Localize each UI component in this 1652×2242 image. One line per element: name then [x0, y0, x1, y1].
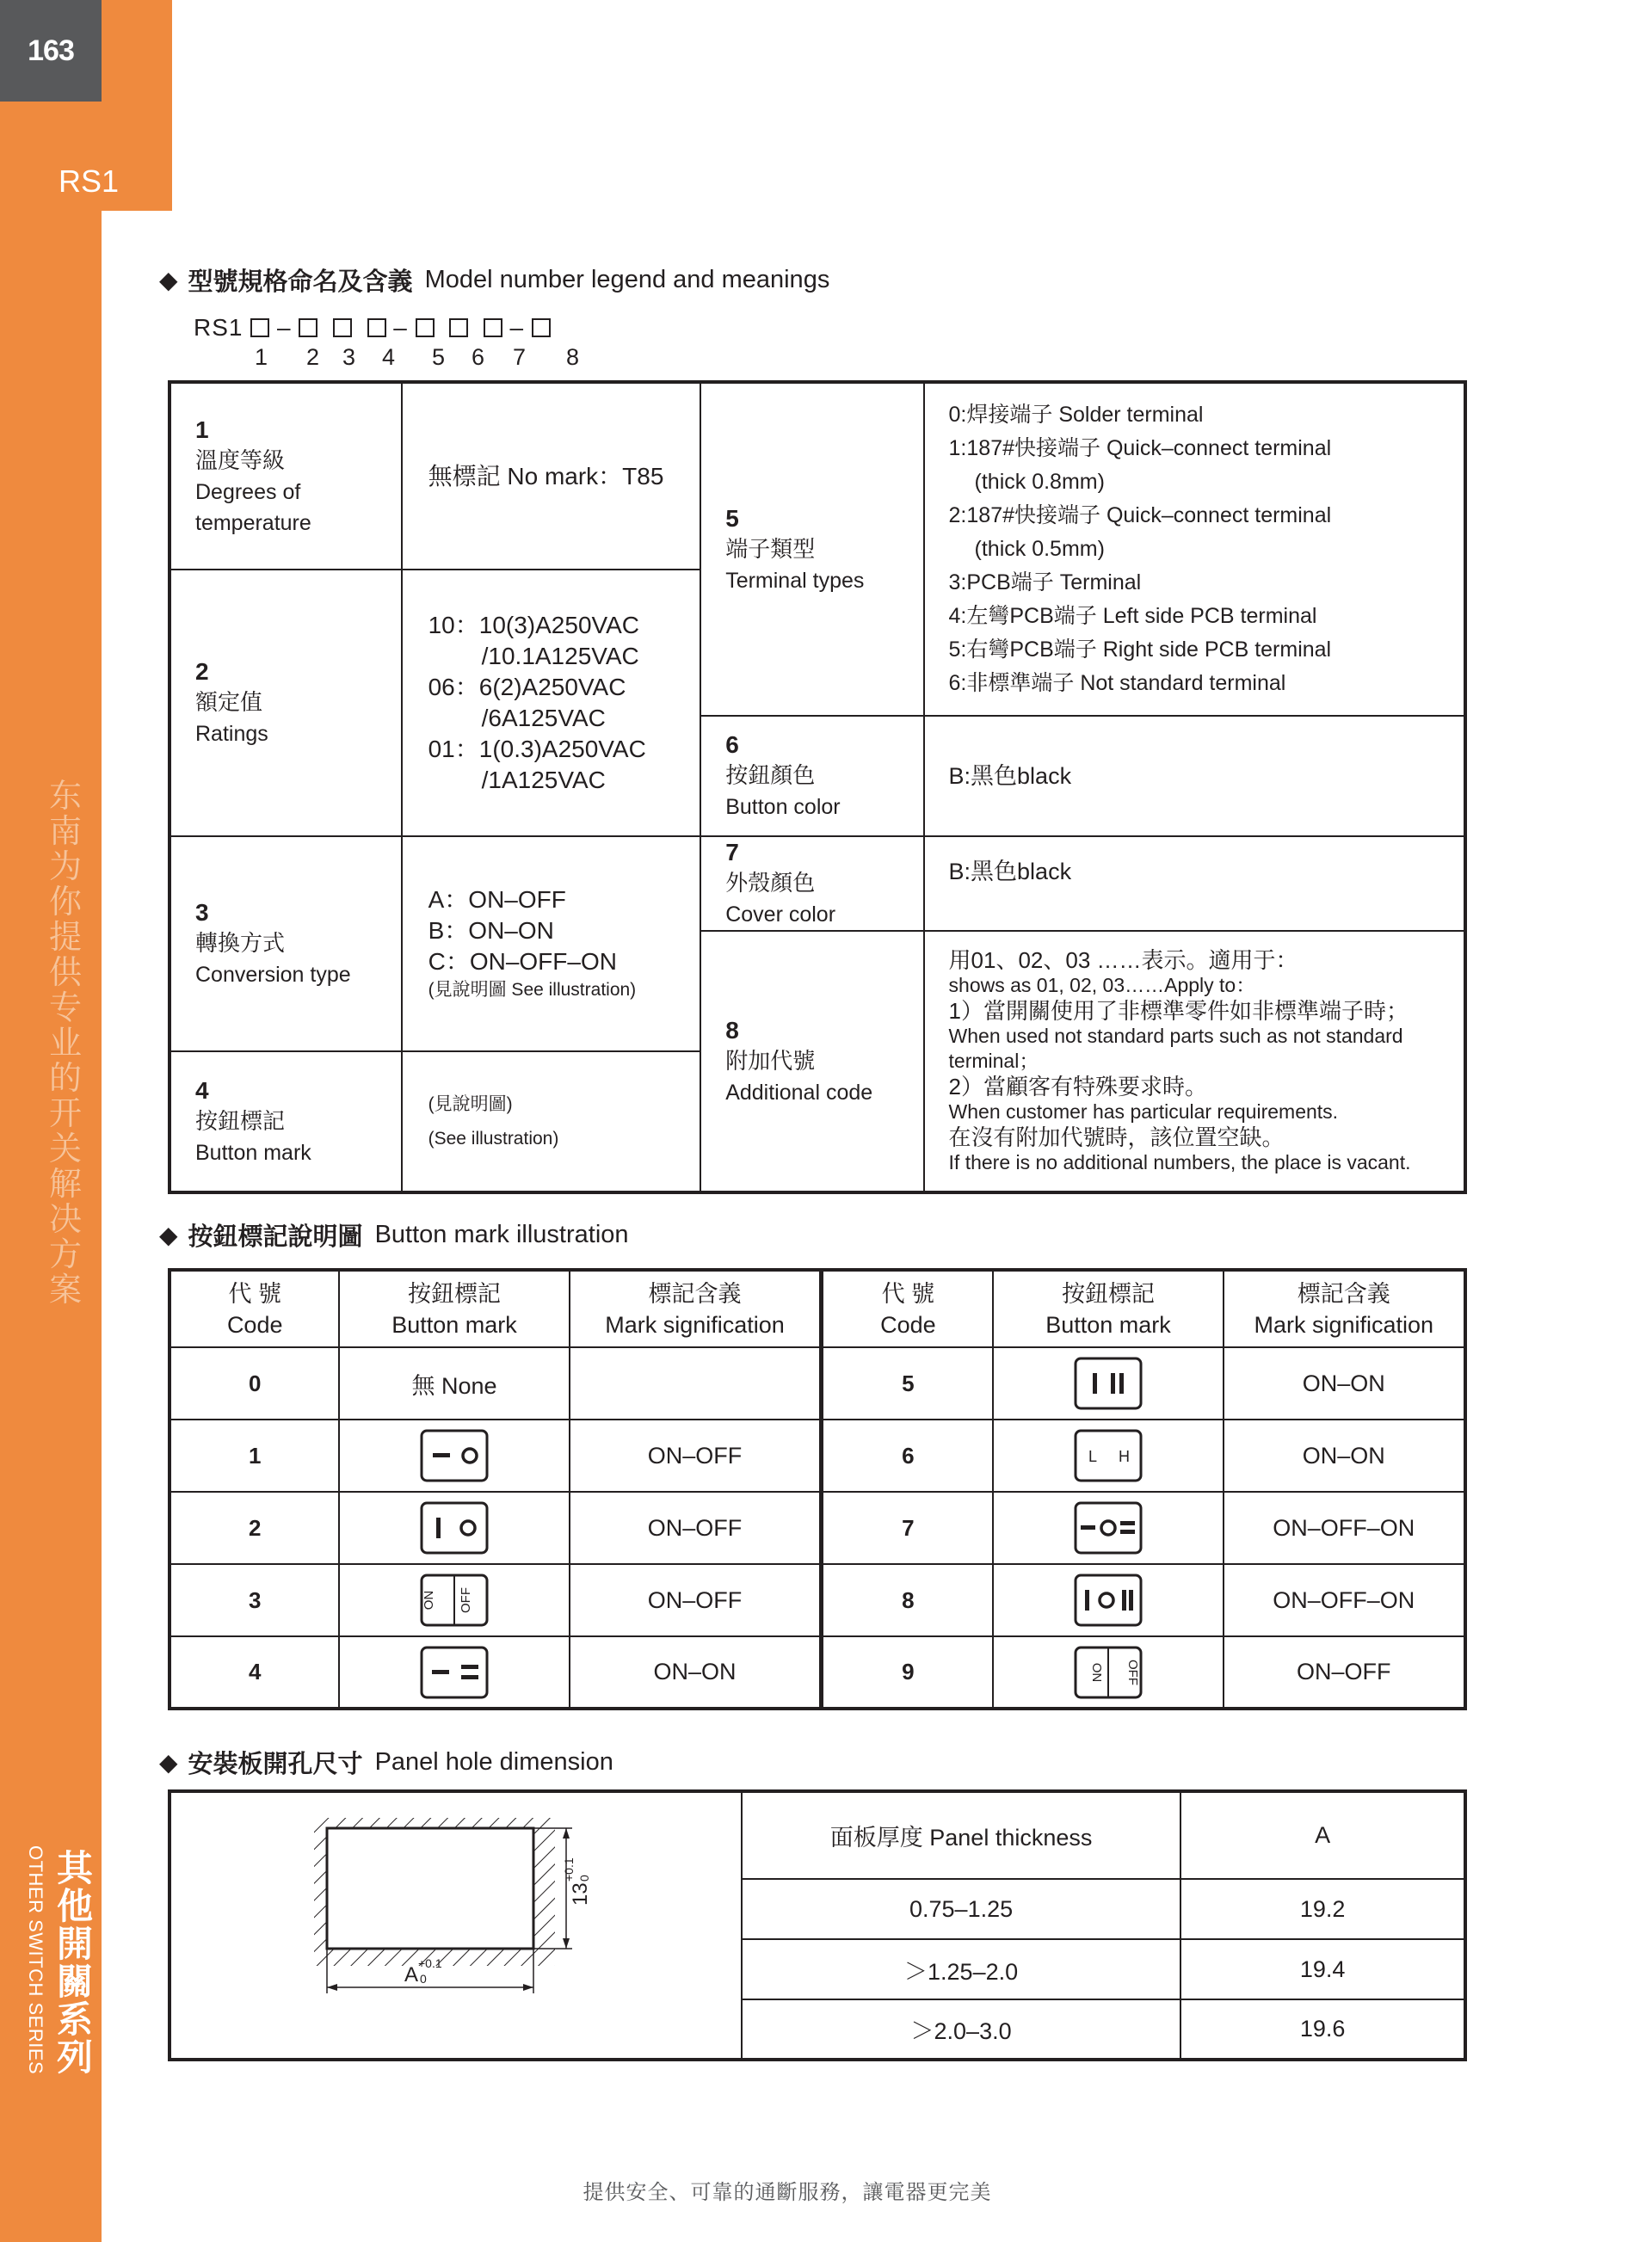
- table-row: 1 ON–OFF 6 L H ON–ON: [170, 1420, 1465, 1492]
- legend-item-7-value: B:黑色black: [924, 836, 1465, 931]
- svg-text:+0.1: +0.1: [417, 1956, 442, 1970]
- legend-item-4-value: (見說明圖) (See illustration): [402, 1051, 701, 1192]
- series-code: RS1: [59, 163, 120, 199]
- legend-item-1: 1 溫度等級 Degrees of temperature: [170, 382, 402, 570]
- series-english-vertical: OTHER SWITCH SERIES: [25, 1845, 46, 2075]
- diamond-bullet-icon: ◆: [159, 1749, 178, 1776]
- table-row: 2 ON–OFF 7 ON–OFF–ON: [170, 1492, 1465, 1564]
- l-h-icon: [1074, 1429, 1143, 1482]
- table-row: ＞2.0–3.0 19.6: [170, 1999, 1465, 2060]
- header-code: 代 號 Code: [822, 1270, 993, 1347]
- legend-item-3-value: A：ON–OFF B：ON–ON C：ON–OFF–ON (見說明圖 See illustration): [402, 836, 701, 1051]
- header-mark-signification: 標記含義 Mark signification: [1224, 1270, 1465, 1347]
- on-off-text-icon: [420, 1574, 489, 1627]
- legend-item-1-value: 無標記 No mark：T85: [402, 382, 701, 570]
- legend-item-8: 8 附加代號 Additional code: [700, 931, 923, 1192]
- svg-text:0: 0: [576, 1874, 591, 1882]
- button-mark-heading: ◆ 按鈕標記說明圖 Button mark illustration: [159, 1221, 629, 1251]
- table-row: 4 ON–ON 9 ON OFF ON–OFF: [170, 1636, 1465, 1709]
- diamond-bullet-icon: ◆: [159, 267, 178, 293]
- code-box: [367, 318, 386, 337]
- on-off-rotated-icon: [1074, 1646, 1143, 1699]
- svg-text:ON: ON: [422, 1590, 437, 1611]
- table-row: 3 ON OFF ON–OFF 8 ON–OFF–ON: [170, 1564, 1465, 1636]
- code-box: [416, 318, 435, 337]
- panel-hole-outline: [327, 1828, 533, 1949]
- button-mark-none: 無 None: [339, 1347, 569, 1420]
- dash-circle-icon: [420, 1429, 489, 1482]
- page-number: 163: [0, 0, 102, 102]
- code-box: [484, 318, 502, 337]
- legend-item-8-value: 用01、02、03 ……表示。適用于： shows as 01, 02, 03……Apply to： 1）當開關使用了非標準零件如非標準端子時； When used not standard parts such as not standard terminal； 2）當顧客有特殊要求時。 When customer has particular requirements. 在沒有附加代號時，該位置空缺。 If there is no additional numbers, the place is vacant.: [924, 931, 1465, 1192]
- code-box: [333, 318, 352, 337]
- vertical-slogan: 东南为你提供专业的开关解决方案: [48, 777, 82, 1309]
- legend-heading: ◆ 型號規格命名及含義 Model number legend and meanings: [159, 266, 830, 296]
- dim-height-label: 13: [568, 1882, 592, 1906]
- code-box: [532, 318, 551, 337]
- header-button-mark: 按鈕標記 Button mark: [993, 1270, 1223, 1347]
- header-mark-signification: 標記含義 Mark signification: [570, 1270, 822, 1347]
- model-code-pattern: RS1 – – –: [194, 314, 551, 342]
- legend-item-5: 5 端子類型 Terminal types: [700, 382, 923, 716]
- header-button-mark: 按鈕標記 Button mark: [339, 1270, 569, 1347]
- svg-text:H: H: [1118, 1448, 1130, 1465]
- dash-circle-doubledash-icon: [1074, 1501, 1143, 1555]
- bar-circle-doublebar-icon: [1074, 1574, 1143, 1627]
- svg-text:L: L: [1088, 1448, 1097, 1465]
- legend-item-5-value: 0:焊接端子 Solder terminal 1:187#快接端子 Quick–connect terminal (thick 0.8mm) 2:187#快接端子 Quick–connect terminal (thick 0.5mm) 3:PCB端子 Terminal 4:左彎PCB端子 Left side PCB terminal 5:右彎PCB端子 Right side PCB terminal 6:非標準端子 Not standard terminal: [924, 382, 1465, 716]
- svg-text:ON: ON: [1088, 1662, 1104, 1682]
- model-code-digits: 1 2 3 4 5 6 7 8: [255, 344, 580, 370]
- table-row: 0 無 None 5 ON–ON: [170, 1347, 1465, 1420]
- table-row: 0.75–1.25 19.2: [170, 1879, 1465, 1939]
- dash-doubledash-icon: [420, 1646, 489, 1699]
- table-row: ＞1.25–2.0 19.4: [170, 1939, 1465, 1999]
- header-code: 代 號 Code: [170, 1270, 339, 1347]
- code-box: [449, 318, 468, 337]
- model-legend-table: [168, 380, 1467, 1194]
- svg-text:OFF: OFF: [459, 1587, 474, 1613]
- legend-item-7: 7 外殼顏色 Cover color: [700, 836, 923, 931]
- legend-item-2-value: 10：10(3)A250VAC /10.1A125VAC 06：6(2)A250VAC /6A125VAC 01：1(0.3)A250VAC /1A125VAC: [402, 570, 701, 836]
- svg-text:OFF: OFF: [1125, 1659, 1140, 1685]
- panel-hole-heading: ◆ 安裝板開孔尺寸 Panel hole dimension: [159, 1748, 613, 1778]
- footer-slogan: 提供安全、可靠的通斷服務，讓電器更完美: [583, 2180, 992, 2204]
- button-mark-table: [168, 1268, 1467, 1710]
- header-a: A: [1180, 1791, 1465, 1879]
- svg-text:+0.1: +0.1: [561, 1857, 576, 1882]
- panel-hole-diagram: [275, 1802, 637, 2043]
- diamond-bullet-icon: ◆: [159, 1222, 178, 1248]
- panel-hole-table: [168, 1789, 1467, 2061]
- series-chinese-vertical: 其他開關系列: [56, 1847, 93, 2079]
- legend-item-4: 4 按鈕標記 Button mark: [170, 1051, 402, 1192]
- legend-item-6: 6 按鈕顏色 Button color: [700, 716, 923, 836]
- code-box: [299, 318, 317, 337]
- bar-doublebar-icon: [1074, 1357, 1143, 1410]
- header-panel-thickness: 面板厚度 Panel thickness: [742, 1791, 1180, 1879]
- dim-width-label: A: [404, 1962, 418, 1986]
- code-box: [250, 318, 269, 337]
- panel-hole-drawing: [170, 1791, 742, 2060]
- legend-item-6-value: B:黑色black: [924, 716, 1465, 836]
- legend-item-3: 3 轉換方式 Conversion type: [170, 836, 402, 1051]
- legend-item-2: 2 額定值 Ratings: [170, 570, 402, 836]
- svg-text:0: 0: [419, 1971, 427, 1986]
- bar-circle-icon: [420, 1501, 489, 1555]
